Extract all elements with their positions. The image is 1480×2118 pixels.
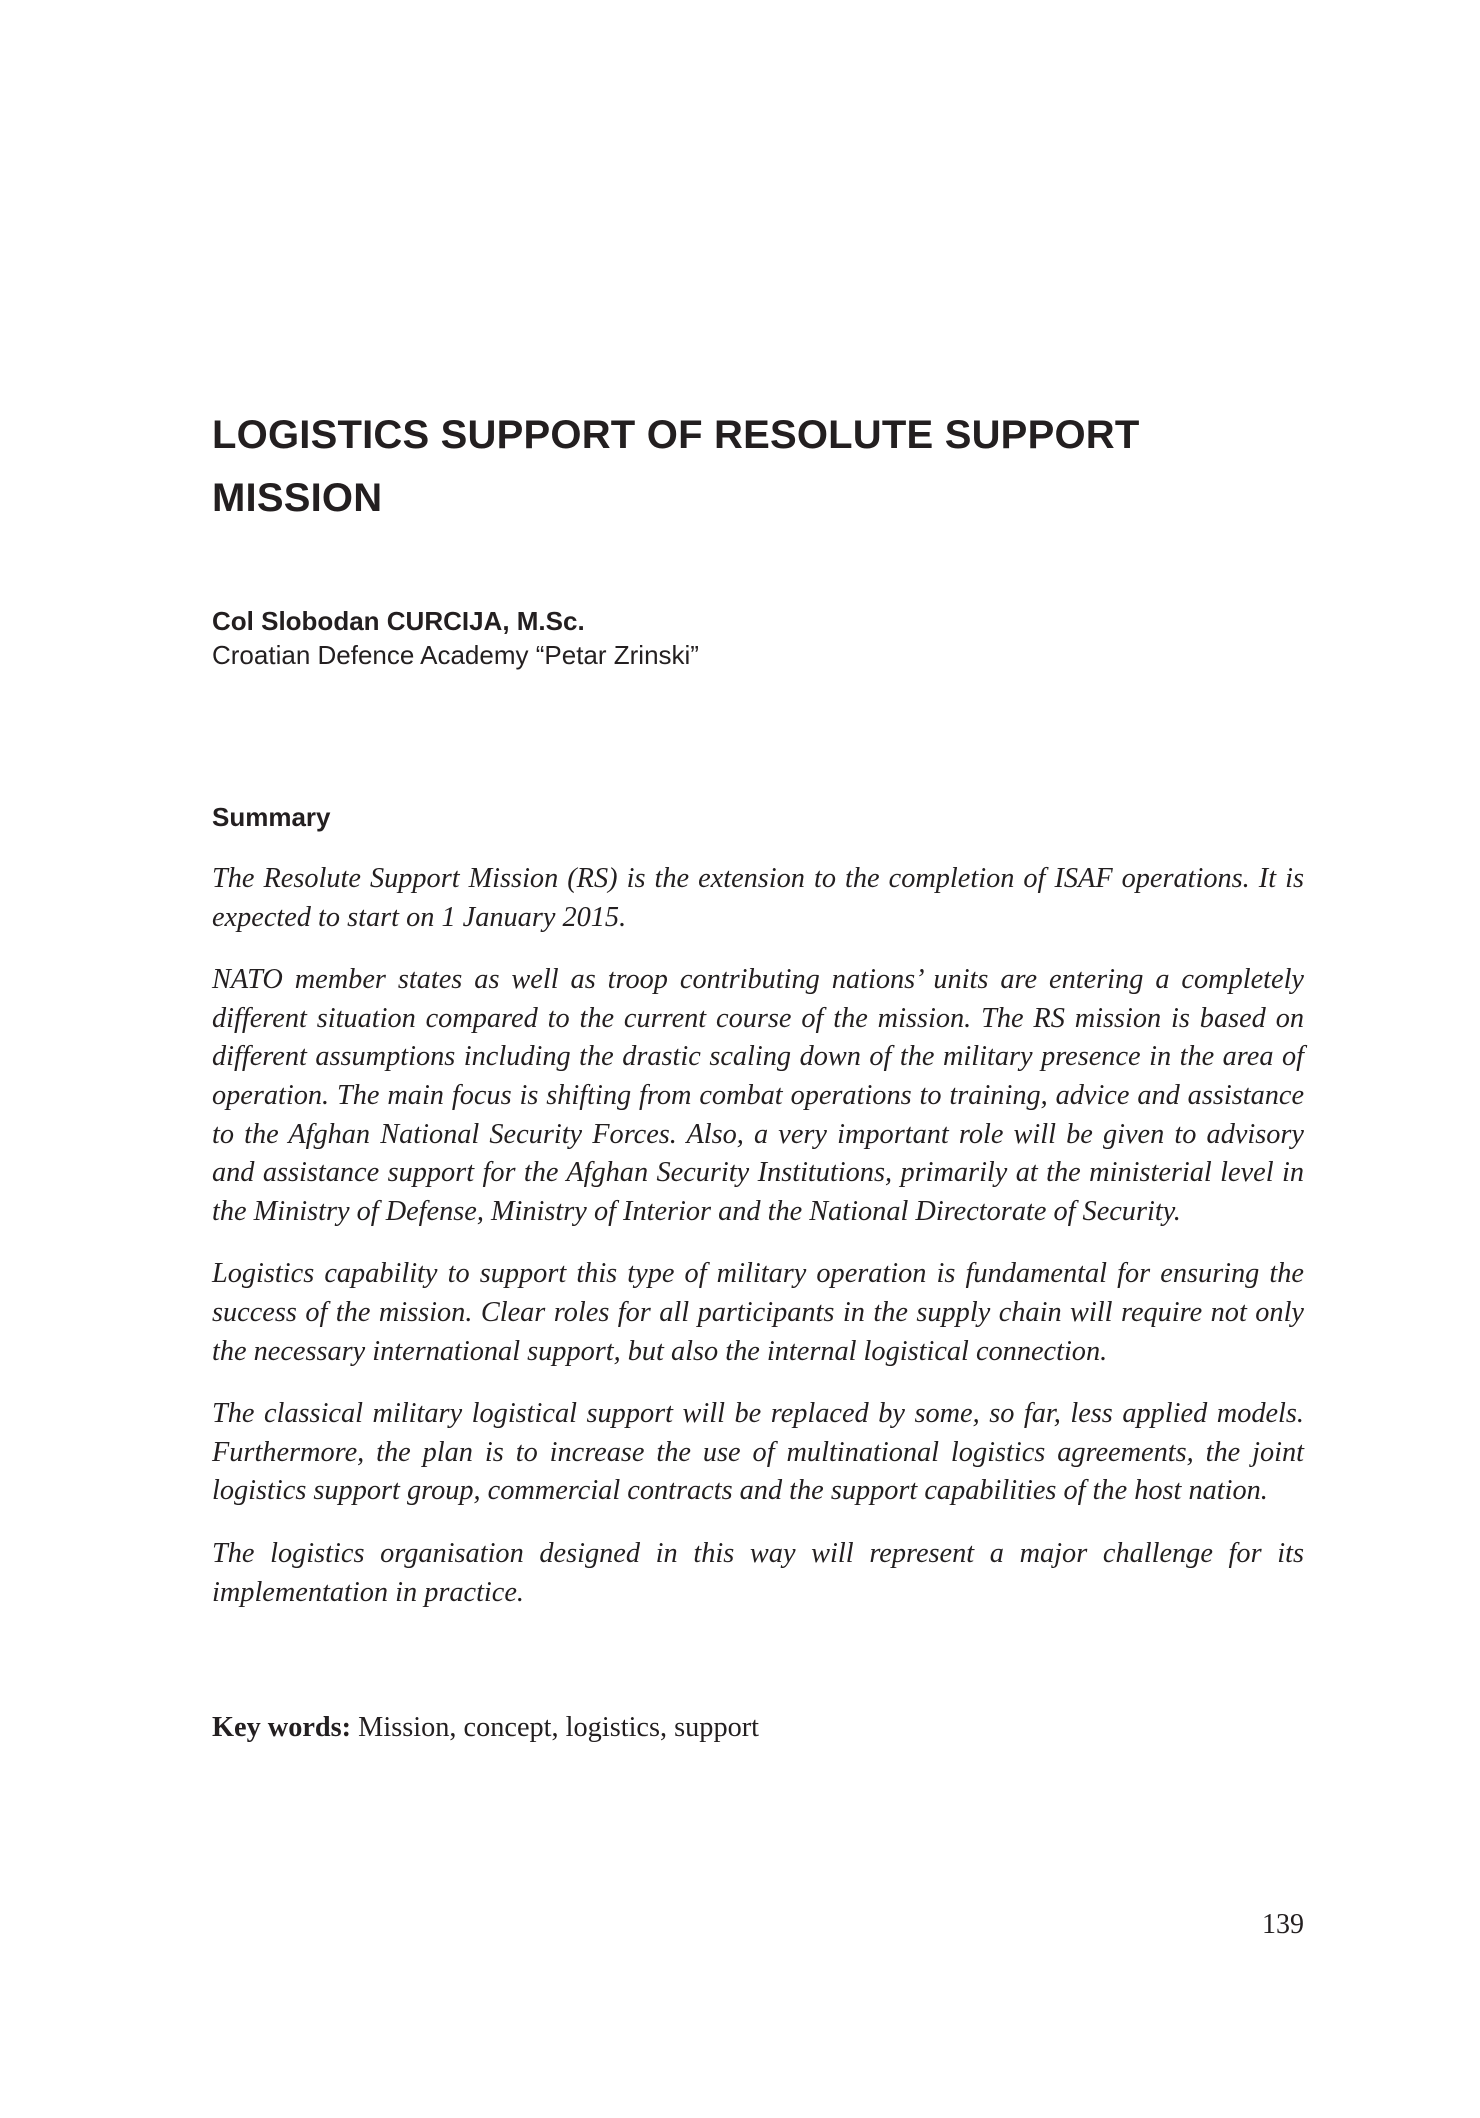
paper-title xyxy=(212,404,1312,530)
abstract-body xyxy=(212,860,1304,1636)
paper-title-line-1: LOGISTICS SUPPORT OF RESOLUTE SUPPORT xyxy=(212,413,1140,457)
author-affiliation: Croatian Defence Academy “Petar Zrinski” xyxy=(212,640,699,670)
paper-title-line-2: MISSION xyxy=(212,476,383,520)
abstract-paragraph: NATO member states as well as troop contributing nations’ units are entering a completely different situation compared to the current course of the mission. The RS mission is based on different assumptions including the drastic scaling down of the military presence in the area of operation. The main focus is shifting from combat operations to training, advice and assistance to the Afghan National Security Forces. Also, a very important role will be given to advisory and assistance support for the Afghan Security Institutions, primarily at the ministerial level in the Ministry of Defense, Ministry of Interior and the National Directorate of Security. xyxy=(212,964,1304,1227)
keywords-value: Mission, concept, logistics, support xyxy=(351,1712,760,1743)
summary-heading: Summary xyxy=(212,802,331,832)
abstract-paragraph: The Resolute Support Mission (RS) is the extension to the completion of ISAF operations. It is expected to start on 1 January 2015. xyxy=(212,863,1304,933)
abstract-paragraph: The logistics organisation designed in this way will represent a major challenge for its implementation in practice. xyxy=(212,1537,1304,1608)
abstract-paragraph: The classical military logistical support will be replaced by some, so far, less applied models. Furthermore, the plan is to increase the use of multinational logistics agreements, the joint logistics support group, commercial contracts and the support capabilities of the host nation. xyxy=(212,1398,1304,1507)
keywords-line xyxy=(212,1709,1304,1747)
keywords-label: Key words: xyxy=(212,1712,352,1743)
author-block xyxy=(212,604,1312,672)
author-name: Col Slobodan CURCIJA, M.Sc. xyxy=(212,606,585,636)
page-number: 139 xyxy=(1262,1909,1304,1940)
abstract-paragraph: Logistics capability to support this type of military operation is fundamental for ensuring the success of the mission. Clear roles for all participants in the supply chain will require not only the necessary international support, but also the internal logistical connection. xyxy=(212,1258,1304,1367)
